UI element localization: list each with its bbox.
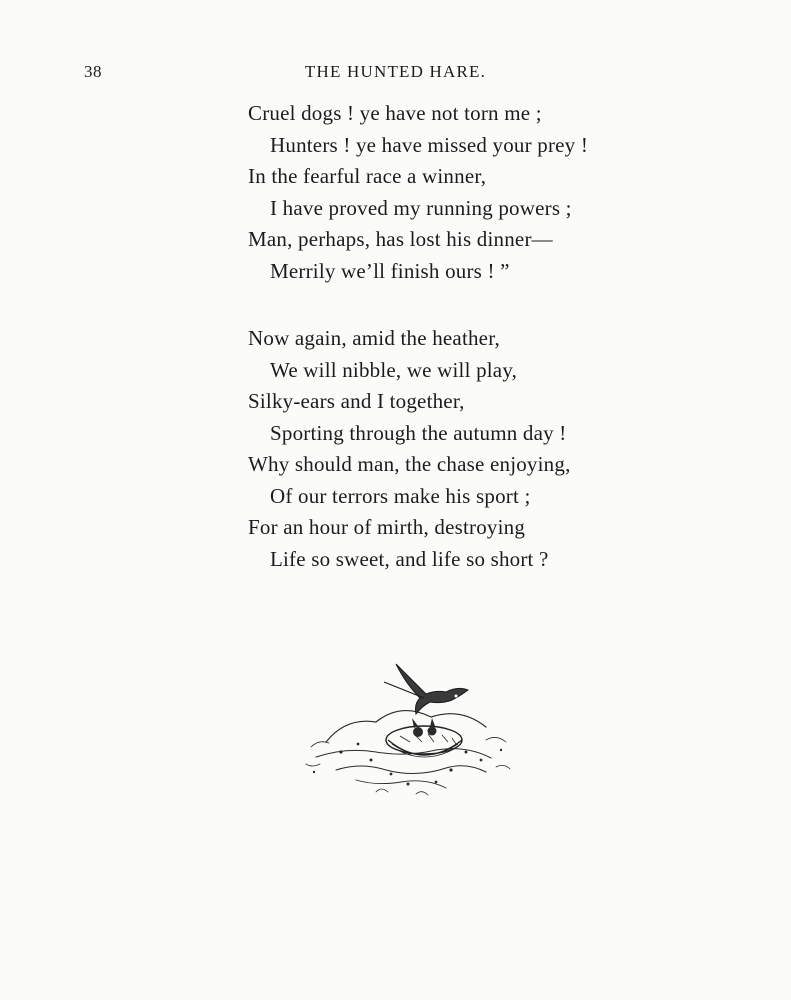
stanza-1 [248, 98, 748, 287]
poem-line: Silky-ears and I together, [248, 389, 465, 413]
bird-nest-icon [296, 652, 516, 802]
poem-line: Cruel dogs ! ye have not torn me ; [248, 101, 542, 125]
poem-line: For an hour of mirth, destroying [248, 515, 526, 539]
poem-line: Now again, amid the heather, [248, 326, 501, 350]
page-number: 38 [84, 62, 102, 81]
poem-line: In the fearful race a winner, [248, 164, 487, 188]
poem-line: We will nibble, we will play, [270, 357, 518, 382]
poem-line: Sporting through the autumn day ! [270, 420, 567, 445]
poem [248, 98, 748, 575]
poem-line: Of our terrors make his sport ; [270, 483, 531, 508]
stanza-2 [248, 323, 748, 575]
poem-line: Man, perhaps, has lost his dinner— [248, 227, 553, 251]
poem-line: Why should man, the chase enjoying, [248, 452, 571, 476]
running-title: THE HUNTED HARE. [304, 62, 487, 81]
poem-line: Hunters ! ye have missed your prey ! [270, 132, 589, 157]
poem-line: Life so sweet, and life so short ? [270, 546, 549, 571]
poem-line: I have proved my running powers ; [270, 195, 572, 220]
poem-line: Merrily we’ll finish ours ! ” [270, 258, 510, 283]
